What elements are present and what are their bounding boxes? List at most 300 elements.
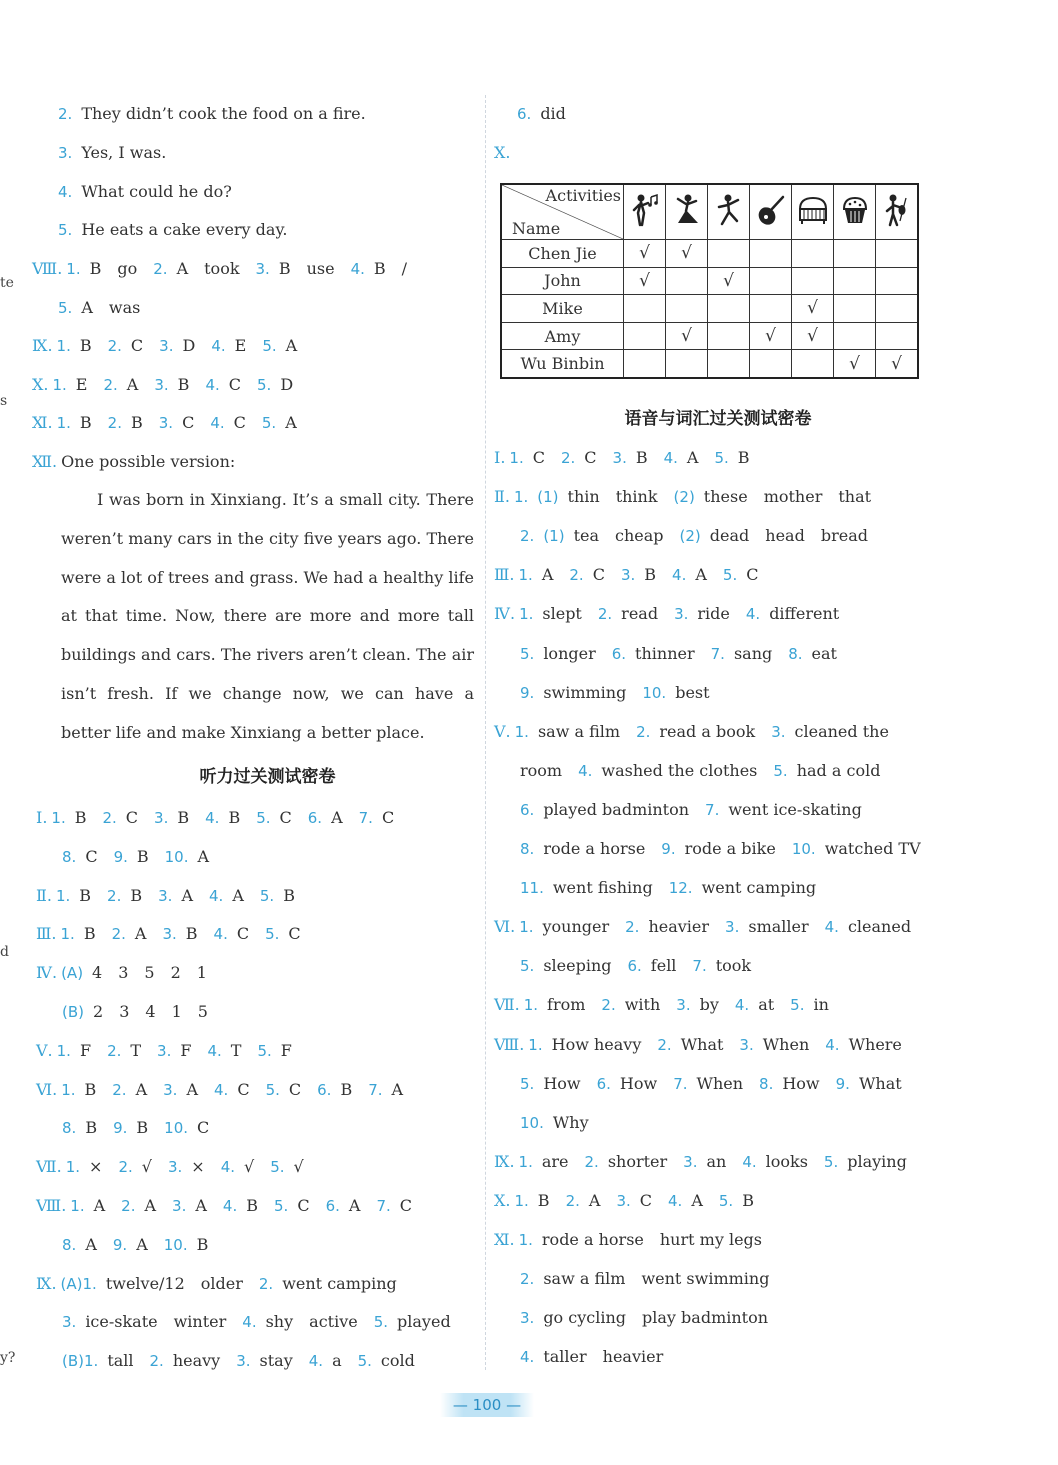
item-number: 2. bbox=[520, 527, 535, 546]
answer-text: an bbox=[706, 1151, 727, 1171]
item-number: 5. bbox=[274, 1197, 289, 1215]
student-name: Chen Jie bbox=[501, 240, 624, 268]
section-numeral: Ⅹ. bbox=[32, 375, 49, 394]
item-number: 3. bbox=[167, 1158, 183, 1177]
item-number: 9. bbox=[661, 840, 676, 858]
answer-text: was bbox=[108, 298, 141, 317]
item-number: 1. bbox=[56, 1041, 71, 1060]
item-number: 2. bbox=[153, 260, 168, 278]
phonics-vocab-test-heading: 语音与词汇过关测试密卷 bbox=[624, 409, 812, 429]
answer-text: think bbox=[615, 487, 658, 507]
item-number: 9. bbox=[835, 1074, 850, 1093]
answer-text: heavy bbox=[172, 1351, 221, 1371]
item-number: 2. bbox=[107, 1041, 122, 1060]
answer-line bbox=[494, 563, 774, 587]
item-number: 2. bbox=[118, 1158, 133, 1177]
answer-text: B bbox=[340, 1079, 353, 1099]
answer-text: in bbox=[813, 995, 829, 1015]
answer-text: A bbox=[588, 1190, 601, 1210]
answer-text: When bbox=[762, 1034, 810, 1054]
answer-text: B bbox=[635, 448, 648, 467]
answer-text: T bbox=[230, 1040, 242, 1060]
item-number: 1. bbox=[60, 925, 75, 944]
item-number: (A)1. bbox=[60, 1274, 97, 1293]
table-cell bbox=[792, 322, 834, 350]
answer-text: C bbox=[279, 808, 292, 827]
answer-text: / bbox=[401, 259, 408, 278]
item-number: 4. bbox=[220, 1158, 235, 1177]
answer-line bbox=[36, 1272, 413, 1296]
answer-line bbox=[58, 180, 232, 204]
answer-line bbox=[520, 1072, 918, 1096]
answer-text: √ bbox=[244, 1157, 255, 1177]
section-numeral: Ⅹ. bbox=[494, 143, 511, 162]
item-number: 9. bbox=[113, 847, 128, 866]
item-number: 3. bbox=[725, 918, 740, 937]
item-number: 4. bbox=[214, 1080, 229, 1099]
item-number: 1. bbox=[61, 1080, 76, 1099]
answer-text: A bbox=[93, 1196, 106, 1215]
check-mark: √ bbox=[807, 298, 818, 319]
answer-text: playing bbox=[847, 1151, 907, 1171]
item-number: 5. bbox=[261, 414, 277, 432]
item-number: 2. bbox=[625, 918, 640, 937]
answer-text: A bbox=[695, 565, 707, 585]
item-number: 6. bbox=[627, 957, 642, 976]
answer-text: saw a film bbox=[537, 721, 621, 741]
item-number: 10. bbox=[164, 847, 189, 866]
item-number: 8. bbox=[520, 840, 535, 858]
section-8-line-1 bbox=[32, 257, 423, 281]
answer-text: C bbox=[85, 846, 98, 866]
answer-text: B bbox=[196, 1234, 209, 1254]
section-8-line-2 bbox=[58, 296, 156, 320]
item-number: 3. bbox=[157, 1041, 172, 1060]
answer-text: cleaned the bbox=[794, 721, 889, 741]
item-number: 7. bbox=[705, 800, 720, 819]
table-row bbox=[501, 350, 918, 378]
answer-text: × bbox=[89, 1157, 103, 1177]
answer-text: B bbox=[228, 808, 241, 827]
answer-text: × bbox=[191, 1157, 205, 1177]
item-number: 4. bbox=[58, 183, 73, 201]
answer-text: Where bbox=[848, 1034, 902, 1054]
singing-icon bbox=[624, 184, 666, 240]
answer-text: slept bbox=[542, 604, 582, 624]
answer-text: 5 bbox=[144, 963, 155, 983]
item-number: (2) bbox=[673, 488, 695, 507]
answer-text: A bbox=[134, 924, 147, 944]
student-name: John bbox=[501, 267, 624, 295]
item-number: 5. bbox=[265, 925, 280, 944]
answer-text: A bbox=[126, 375, 139, 394]
answer-line bbox=[520, 837, 937, 861]
item-number: 3. bbox=[620, 566, 636, 585]
section-numeral: Ⅱ. bbox=[494, 487, 510, 507]
edge-fragment: te bbox=[0, 275, 14, 291]
answer-text: What bbox=[680, 1034, 724, 1054]
answer-text: fell bbox=[650, 956, 677, 976]
item-number: 7. bbox=[710, 644, 725, 663]
section-numeral: Ⅶ. bbox=[494, 995, 520, 1015]
table-cell bbox=[876, 322, 919, 350]
item-number: 4. bbox=[213, 925, 228, 944]
diagonal-header-cell bbox=[501, 184, 624, 240]
item-number: 4. bbox=[222, 1197, 238, 1215]
section-11-line bbox=[32, 411, 313, 435]
answer-text: A bbox=[691, 1190, 703, 1210]
answer-text: went swimming bbox=[641, 1269, 770, 1289]
answer-text: swimming bbox=[543, 682, 627, 702]
item-number: 5. bbox=[259, 886, 275, 905]
name-header: Name bbox=[512, 219, 561, 238]
item-number: 3. bbox=[158, 414, 174, 432]
answer-line bbox=[62, 1000, 224, 1024]
answer-text: 1 bbox=[196, 963, 207, 983]
item-number: 5. bbox=[718, 1191, 734, 1210]
answer-line bbox=[494, 1228, 778, 1252]
piano-icon bbox=[792, 184, 834, 240]
answer-text: B bbox=[737, 448, 750, 467]
answer-text: C bbox=[746, 565, 759, 585]
cake-icon bbox=[834, 184, 876, 240]
answer-text: C bbox=[532, 448, 545, 467]
item-number: 12. bbox=[668, 879, 693, 898]
item-number: 5. bbox=[256, 809, 271, 827]
table-cell bbox=[834, 295, 876, 323]
answer-text: with bbox=[624, 995, 661, 1015]
item-number: 3. bbox=[739, 1035, 754, 1054]
answer-text: eat bbox=[811, 643, 837, 663]
answer-line bbox=[520, 681, 726, 705]
answer-text: 3 bbox=[119, 1002, 130, 1021]
table-cell bbox=[876, 350, 919, 378]
section-numeral: Ⅷ. bbox=[36, 1196, 67, 1215]
table-cell bbox=[750, 295, 792, 323]
section-numeral: Ⅰ. bbox=[494, 448, 506, 467]
answer-text: They didn’t cook the food on a fire. bbox=[81, 104, 366, 123]
answer-line bbox=[520, 798, 878, 822]
item-number: 4. bbox=[824, 918, 839, 937]
item-number: 3. bbox=[676, 996, 691, 1015]
answer-text: A bbox=[144, 1196, 157, 1215]
table-cell bbox=[792, 295, 834, 323]
answer-text: C bbox=[236, 924, 250, 944]
table-cell bbox=[876, 267, 919, 295]
item-number: 2. bbox=[569, 566, 584, 585]
column-divider bbox=[485, 95, 486, 1370]
answer-text: B bbox=[136, 1118, 149, 1138]
answer-text: B bbox=[89, 259, 102, 278]
answer-text: thinner bbox=[635, 643, 695, 663]
item-number: (B)1. bbox=[62, 1352, 99, 1371]
item-number: 3. bbox=[612, 449, 627, 467]
item-number: 4. bbox=[205, 809, 220, 827]
answer-text: A bbox=[176, 259, 189, 278]
item-number: 2. bbox=[107, 886, 122, 905]
answer-text: that bbox=[838, 487, 872, 507]
table-cell bbox=[750, 240, 792, 268]
answer-line bbox=[36, 1078, 419, 1102]
answer-text: D bbox=[280, 375, 294, 394]
item-number: 2. bbox=[584, 1152, 599, 1171]
answer-text: played badminton bbox=[543, 799, 690, 819]
answer-text: A bbox=[186, 1079, 199, 1099]
table-cell bbox=[666, 295, 708, 323]
section-12-line bbox=[32, 450, 235, 474]
answer-text: F bbox=[79, 1040, 92, 1060]
item-number: 3. bbox=[162, 925, 177, 944]
item-number: 4. bbox=[210, 414, 225, 432]
answer-line bbox=[494, 446, 766, 470]
answer-text: read bbox=[621, 604, 659, 624]
answer-text: C bbox=[584, 448, 597, 467]
item-number: 1. bbox=[51, 809, 66, 827]
answer-text: shorter bbox=[607, 1151, 668, 1171]
item-number: 4. bbox=[242, 1313, 257, 1332]
answer-text: B bbox=[130, 413, 143, 432]
answer-text: from bbox=[547, 995, 586, 1015]
section-numeral: Ⅸ. bbox=[32, 336, 53, 355]
section-numeral: Ⅸ. bbox=[494, 1151, 515, 1171]
dancing-icon bbox=[666, 184, 708, 240]
answer-line bbox=[520, 1111, 605, 1135]
answer-text: go cycling bbox=[543, 1308, 627, 1328]
item-number: (1) bbox=[537, 488, 559, 507]
answer-line bbox=[520, 1345, 679, 1369]
section-numeral: Ⅳ. bbox=[36, 963, 58, 983]
table-cell bbox=[624, 350, 666, 378]
answer-text: B bbox=[278, 259, 291, 278]
item-number: 3. bbox=[255, 260, 270, 278]
answer-text: A bbox=[136, 1234, 148, 1254]
section-numeral: Ⅵ. bbox=[494, 917, 516, 937]
answer-text: went fishing bbox=[552, 878, 653, 898]
answer-text: younger bbox=[542, 917, 610, 937]
item-number: 3. bbox=[159, 337, 174, 355]
answer-text: heavier bbox=[648, 917, 710, 937]
answer-line bbox=[520, 1267, 785, 1291]
item-number: 10. bbox=[642, 683, 667, 702]
item-number: 6. bbox=[611, 644, 627, 663]
answer-text: cleaned bbox=[847, 917, 912, 937]
answer-text: dead bbox=[709, 526, 750, 546]
item-number: 1. bbox=[528, 1035, 543, 1054]
answer-line bbox=[520, 642, 853, 666]
item-number: 5. bbox=[58, 221, 73, 239]
table-cell bbox=[666, 350, 708, 378]
answer-line bbox=[62, 1116, 225, 1140]
answer-text: cold bbox=[380, 1351, 415, 1371]
item-number: 6. bbox=[307, 809, 323, 827]
answer-text: read a book bbox=[659, 721, 756, 741]
item-number: 1. bbox=[518, 1231, 533, 1249]
item-number: 5. bbox=[520, 957, 535, 976]
item-number: 1. bbox=[518, 1152, 533, 1171]
answer-text: A bbox=[85, 1234, 97, 1254]
item-number: 3. bbox=[616, 1191, 631, 1210]
answer-text: A bbox=[686, 448, 699, 467]
item-number: 1. bbox=[514, 1191, 529, 1210]
answer-line bbox=[520, 524, 884, 548]
item-number: 5. bbox=[714, 449, 729, 467]
check-mark: √ bbox=[639, 270, 650, 291]
answer-text: C bbox=[639, 1190, 652, 1210]
item-number: (2) bbox=[679, 527, 701, 546]
answer-text: C bbox=[381, 808, 395, 827]
answer-line bbox=[494, 1189, 770, 1213]
answer-text: ride bbox=[697, 604, 730, 624]
answer-text: A bbox=[197, 846, 210, 866]
section-numeral: Ⅺ. bbox=[32, 413, 53, 432]
item-number: 2. bbox=[103, 376, 118, 394]
answer-text: How heavy bbox=[551, 1034, 642, 1054]
item-number: 8. bbox=[62, 847, 77, 866]
item-number: 6. bbox=[596, 1074, 611, 1093]
item-number: 2. bbox=[657, 1035, 672, 1054]
answer-line bbox=[62, 1349, 431, 1373]
item-number: 7. bbox=[692, 957, 707, 976]
answer-line bbox=[36, 922, 317, 946]
answer-line bbox=[58, 218, 287, 242]
item-number: 2. bbox=[149, 1352, 164, 1371]
item-number: 8. bbox=[62, 1119, 77, 1138]
check-mark: √ bbox=[681, 326, 692, 347]
answer-text: C bbox=[237, 1079, 250, 1099]
item-number: 1. bbox=[70, 1197, 85, 1215]
answer-text: C bbox=[233, 413, 246, 432]
answer-text: 4 bbox=[145, 1002, 156, 1021]
item-number: 1. bbox=[52, 376, 67, 394]
table-row bbox=[501, 322, 918, 350]
item-number: 4. bbox=[734, 996, 750, 1015]
answer-text: hurt my legs bbox=[659, 1230, 762, 1249]
answer-line bbox=[494, 1150, 923, 1174]
answer-text: tea bbox=[573, 526, 599, 546]
answer-text: A bbox=[195, 1196, 207, 1215]
answer-text: tall bbox=[107, 1351, 134, 1371]
item-number: 4. bbox=[745, 605, 761, 624]
section-numeral: Ⅱ. bbox=[36, 885, 52, 905]
answer-text: B bbox=[136, 846, 149, 866]
item-number: 9. bbox=[520, 683, 535, 702]
section-10-line bbox=[32, 373, 309, 397]
section-numeral: Ⅵ. bbox=[36, 1079, 58, 1099]
page-number: — 100 — bbox=[440, 1393, 534, 1417]
answer-line bbox=[36, 1039, 308, 1063]
item-number: 4. bbox=[663, 449, 678, 467]
answer-text: rode a horse bbox=[541, 1230, 644, 1249]
item-number: (A) bbox=[61, 964, 84, 983]
answer-line bbox=[36, 884, 311, 908]
answer-text: by bbox=[699, 995, 719, 1015]
item-number: 2. bbox=[58, 105, 73, 123]
essay-paragraph: I was born in Xinxiang. It’s a small city. There weren’t many cars in the city five years ago. There were a lot of trees and grass. We had a healthy life at that time. Now, there are more and more tall buildings and cars. The rivers aren’t clean. The air isn’t fresh. If we change now, we can have a better life and make Xinxiang a better place. bbox=[61, 490, 474, 742]
answer-text: D bbox=[182, 336, 196, 355]
item-number: 2. bbox=[111, 925, 126, 944]
answer-text: A bbox=[181, 885, 193, 905]
edge-fragment: y? bbox=[0, 1350, 16, 1366]
table-cell bbox=[834, 350, 876, 378]
item-number: 6. bbox=[520, 800, 535, 819]
item-number: 1. bbox=[66, 260, 81, 278]
answer-text: different bbox=[769, 604, 840, 624]
answer-text: A bbox=[285, 413, 297, 432]
item-number: 2. bbox=[520, 1270, 535, 1289]
item-number: 3. bbox=[172, 1197, 187, 1215]
table-cell bbox=[750, 267, 792, 295]
table-cell bbox=[666, 322, 708, 350]
answer-text: smaller bbox=[748, 917, 809, 937]
item-number: 3. bbox=[163, 1080, 178, 1099]
item-number: 1. bbox=[514, 722, 529, 741]
answer-text: C bbox=[125, 808, 139, 827]
answer-text: B bbox=[283, 885, 295, 905]
table-cell bbox=[666, 240, 708, 268]
answer-text: stay bbox=[259, 1351, 293, 1371]
answer-text: B bbox=[185, 924, 198, 944]
answer-text: took bbox=[715, 956, 752, 976]
answer-text: 2 bbox=[93, 1002, 104, 1021]
item-number: 10. bbox=[164, 1119, 189, 1138]
item-number: 6. bbox=[317, 1080, 332, 1099]
answer-line bbox=[520, 876, 832, 900]
table-cell bbox=[708, 267, 750, 295]
table-cell bbox=[876, 240, 919, 268]
answer-line bbox=[494, 720, 905, 744]
answer-text: C bbox=[288, 924, 301, 944]
item-number: 7. bbox=[376, 1197, 391, 1215]
item-number: 6. bbox=[517, 105, 532, 123]
table-row bbox=[501, 240, 918, 268]
item-number: 8. bbox=[788, 644, 803, 663]
answer-text: played bbox=[397, 1312, 451, 1332]
check-mark: √ bbox=[681, 243, 692, 264]
table-cell bbox=[624, 322, 666, 350]
edge-fragment: s bbox=[0, 393, 8, 409]
item-number: 4. bbox=[672, 566, 687, 585]
edge-fragment: d bbox=[0, 944, 9, 960]
answer-line bbox=[494, 993, 845, 1017]
section-numeral: Ⅴ. bbox=[494, 721, 511, 741]
answer-text: sleeping bbox=[543, 956, 612, 976]
answer-text: heavier bbox=[602, 1347, 664, 1367]
answer-line bbox=[36, 961, 223, 985]
table-cell bbox=[666, 267, 708, 295]
answer-text: B bbox=[742, 1190, 754, 1210]
item-number: 6. bbox=[325, 1197, 340, 1215]
item-number: 4. bbox=[520, 1348, 535, 1367]
answer-text: F bbox=[280, 1040, 292, 1060]
answer-text: these bbox=[703, 487, 748, 507]
answer-text: use bbox=[306, 259, 335, 278]
item-number: 4. bbox=[578, 761, 593, 780]
answer-text: B bbox=[537, 1190, 550, 1210]
section-numeral: Ⅹ. bbox=[494, 1190, 511, 1210]
item-number: 11. bbox=[520, 879, 544, 898]
table-cell bbox=[708, 240, 750, 268]
item-number: 2. bbox=[121, 1197, 136, 1215]
table-cell bbox=[708, 350, 750, 378]
item-number: (B) bbox=[62, 1003, 84, 1021]
answer-text: active bbox=[309, 1312, 358, 1332]
answer-text: bread bbox=[820, 526, 868, 546]
answer-text: C bbox=[399, 1196, 412, 1215]
section-9-line bbox=[32, 334, 313, 358]
answer-text: C bbox=[182, 413, 195, 432]
table-cell bbox=[792, 350, 834, 378]
item-number: 2. bbox=[636, 722, 651, 741]
